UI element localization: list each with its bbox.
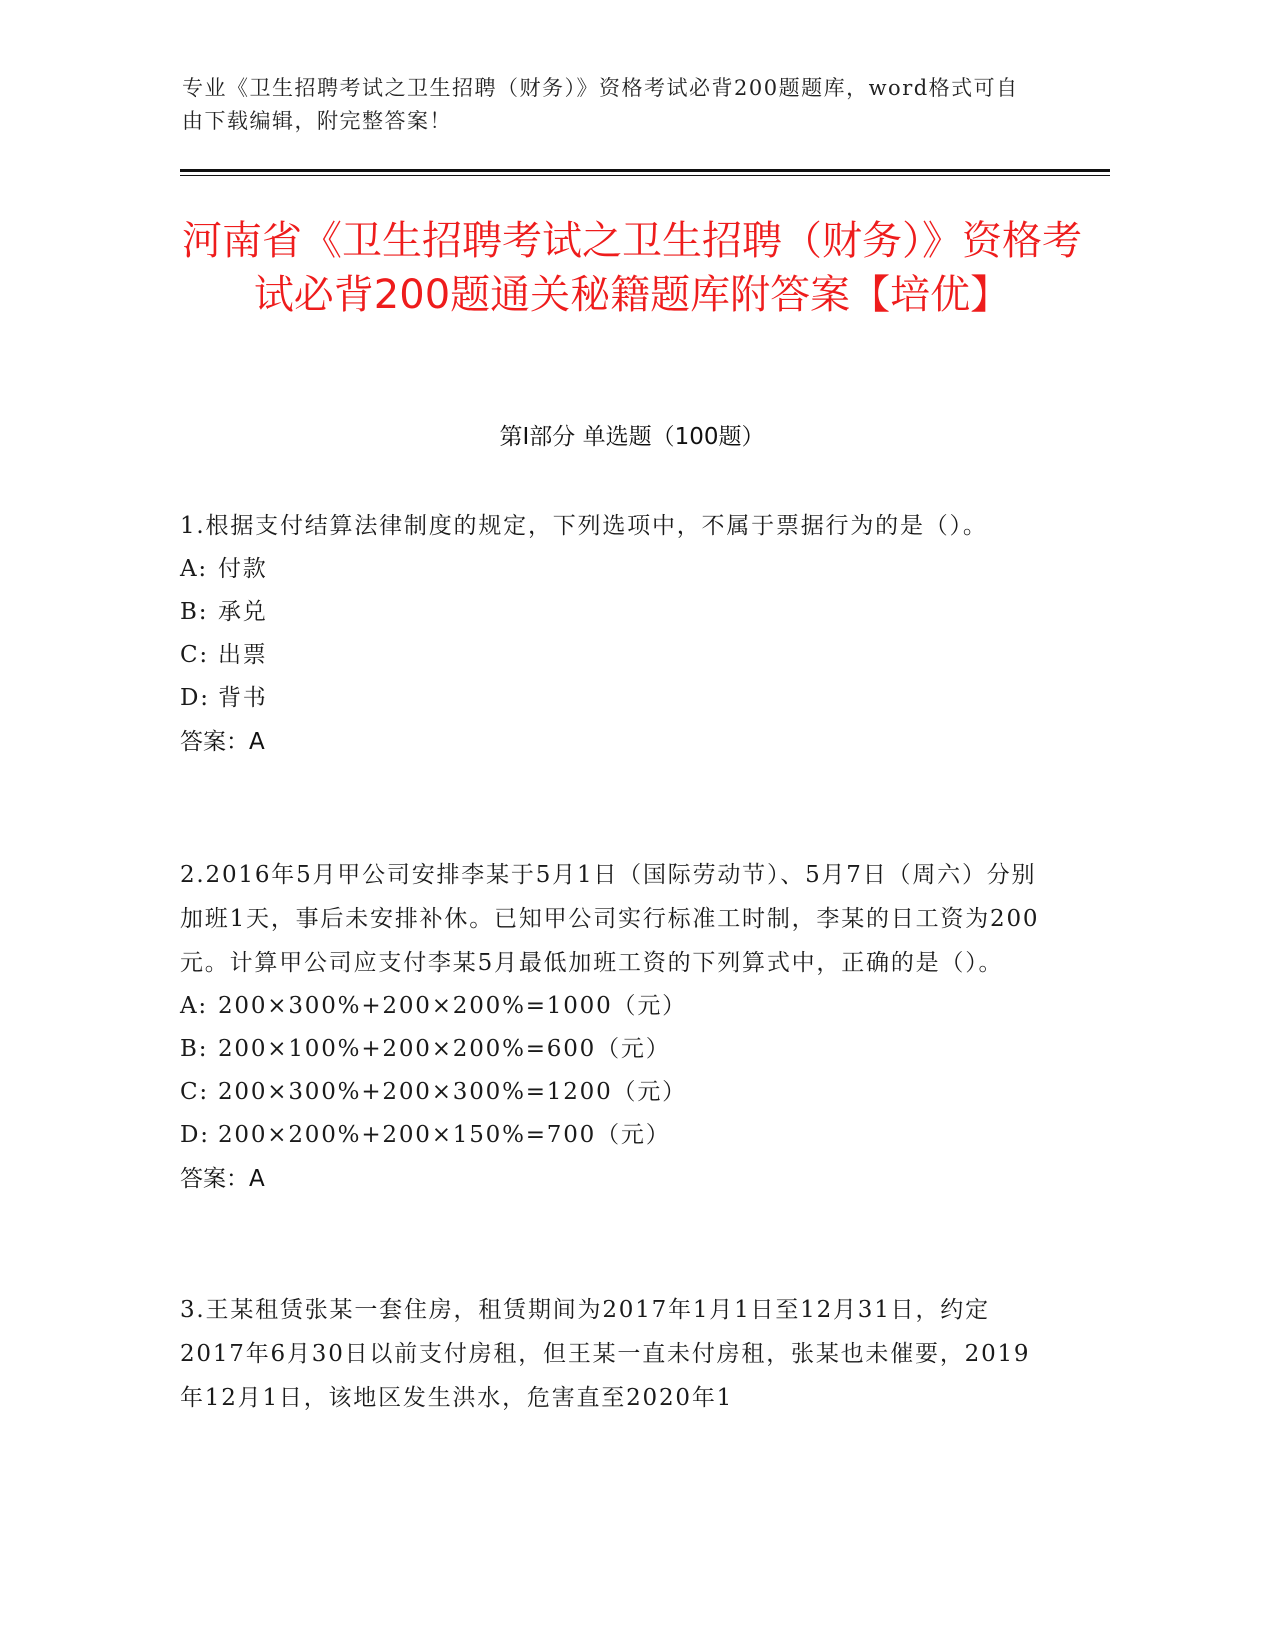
option-text: 承兑 [218, 599, 268, 625]
option-d [180, 1114, 1040, 1157]
option-label: C: [180, 1079, 209, 1105]
option-text: 200×300%+200×300%=1200（元） [218, 1079, 687, 1105]
question-3 [180, 1288, 1040, 1420]
option-b [180, 591, 1040, 634]
option-text: 200×100%+200×200%=600（元） [218, 1036, 671, 1062]
answer: 答案：A [180, 729, 265, 755]
header-note: 专业《卫生招聘考试之卫生招聘（财务）》资格考试必背200题题库，word格式可自由下载编辑，附完整答案！ [182, 76, 1019, 133]
option-label: D: [180, 685, 210, 711]
document-title: 河南省《卫生招聘考试之卫生招聘（财务）》资格考试必背200题通关秘籍题库附答案【培优】 [182, 218, 1082, 318]
option-label: C: [180, 642, 209, 668]
option-label: B: [180, 599, 209, 625]
option-label: B: [180, 1036, 209, 1062]
option-text: 200×200%+200×150%=700（元） [218, 1122, 671, 1148]
option-a [180, 985, 1040, 1028]
header-divider-thick [180, 169, 1110, 172]
option-text: 200×300%+200×200%=1000（元） [218, 993, 687, 1019]
option-label: A: [180, 993, 208, 1019]
option-c [180, 634, 1040, 677]
header-divider-thin [180, 175, 1110, 176]
option-text: 出票 [218, 642, 268, 668]
option-d [180, 677, 1040, 720]
question-2 [180, 853, 1040, 1201]
question-text: 2.2016年5月甲公司安排李某于5月1日（国际劳动节）、5月7日（周六）分别加班1天，事后未安排补休。已知甲公司实行标准工时制，李某的日工资为200元。计算甲公司应支付李某5月最低加班工资的下列算式中，正确的是（）。 [180, 862, 1040, 976]
option-label: A: [180, 556, 208, 582]
option-a [180, 548, 1040, 591]
answer: 答案：A [180, 1166, 265, 1192]
option-b [180, 1028, 1040, 1071]
question-text: 3.王某租赁张某一套住房，租赁期间为2017年1月1日至12月31日，约定2017年6月30日以前支付房租，但王某一直未付房租，张某也未催要，2019年12月1日，该地区发生洪水，危害直至2020年1 [180, 1297, 1031, 1411]
option-c [180, 1071, 1040, 1114]
question-1 [180, 504, 1040, 764]
option-text: 付款 [218, 556, 268, 582]
option-label: D: [180, 1122, 210, 1148]
question-text: 1.根据支付结算法律制度的规定，下列选项中，不属于票据行为的是（）。 [180, 513, 988, 539]
option-text: 背书 [218, 685, 268, 711]
section-title: 第I部分 单选题（100题） [499, 424, 765, 450]
